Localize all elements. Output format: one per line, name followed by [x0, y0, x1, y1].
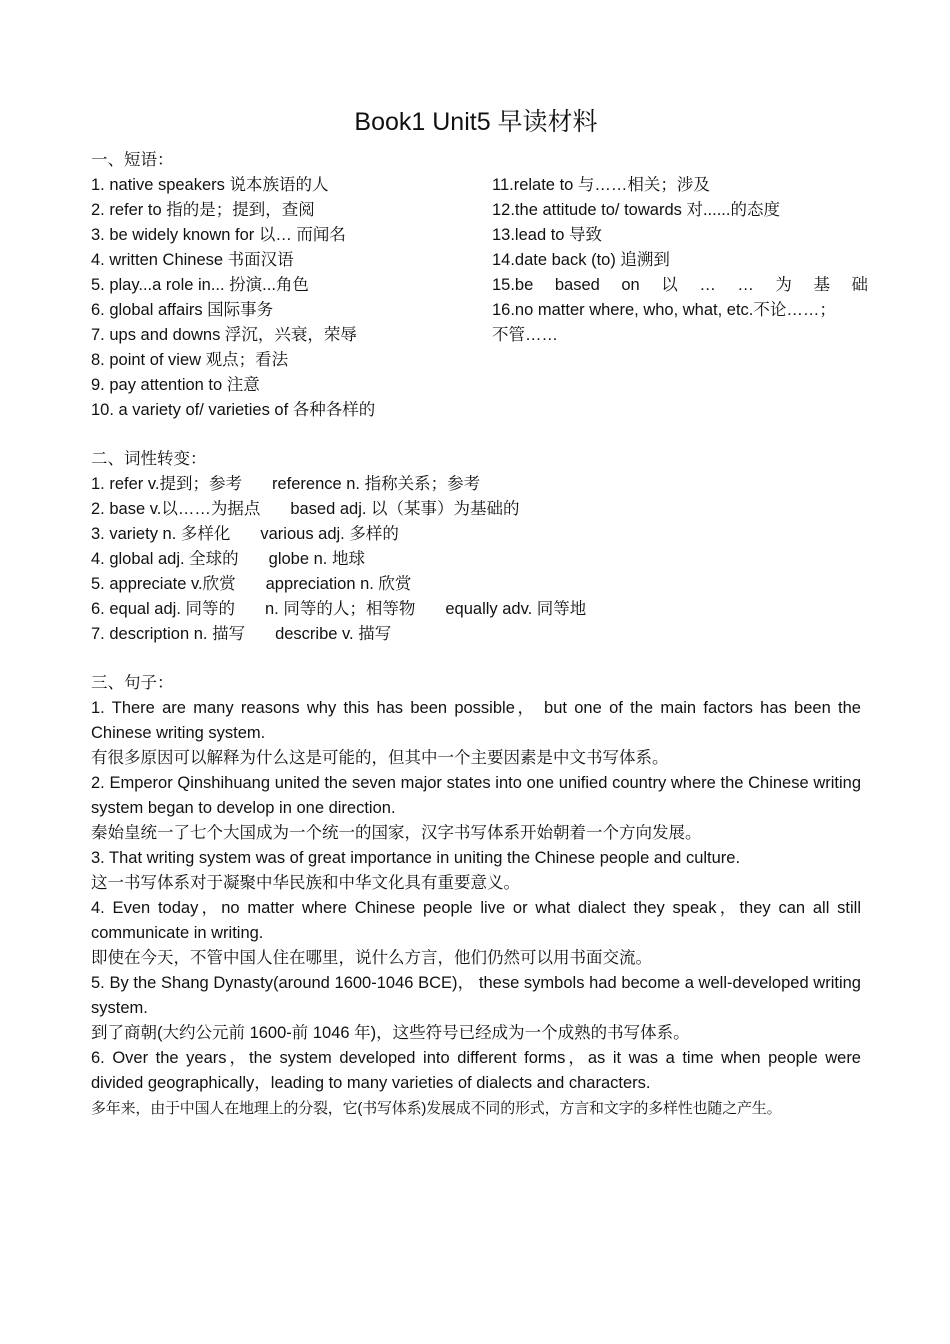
- phrase-item-justified: 15.be based on 以 … … 为 基 础: [492, 276, 868, 294]
- word-form-row: 5. appreciate v.欣赏 appreciation n. 欣赏: [91, 575, 412, 593]
- phrase-item: 13.lead to 导致: [492, 226, 603, 244]
- sentence-chinese: 多年来，由于中国人在地理上的分裂，它(书写体系)发展成不同的形式，方言和文字的多样性也随之产生。: [91, 1100, 782, 1117]
- sentence-chinese: 即使在今天，不管中国人住在哪里，说什么方言，他们仍然可以用书面交流。: [91, 949, 652, 967]
- phrase-item: 14.date back (to) 追溯到: [492, 251, 670, 269]
- sentence-chinese: 有很多原因可以解释为什么这是可能的，但其中一个主要因素是中文书写体系。: [91, 749, 669, 767]
- phrase-item: 1. native speakers 说本族语的人: [91, 176, 329, 194]
- section-heading: 三、句子：: [91, 674, 174, 692]
- phrase-item: 3. be widely known for 以… 而闻名: [91, 226, 346, 244]
- sentence-chinese: 这一书写体系对于凝聚中华民族和中华文化具有重要意义。: [91, 874, 520, 892]
- word-form-row: 2. base v.以……为据点 based adj. 以（某事）为基础的: [91, 500, 520, 518]
- phrases-section: [91, 148, 868, 419]
- phrase-item: 16.no matter where, who, what, etc.不论……；: [492, 301, 836, 319]
- sentence-english: 4. Even today，no matter where Chinese people live or what dialect they speak，they can all still communicate in writing.: [91, 899, 861, 942]
- phrase-item: 2. refer to 指的是；提到，查阅: [91, 201, 315, 219]
- word-form-row: 6. equal adj. 同等的 n. 同等的人；相等物 equally adv. 同等地: [91, 600, 587, 618]
- word-form-row: 3. variety n. 多样化 various adj. 多样的: [91, 525, 399, 543]
- phrase-item: 5. play...a role in... 扮演...角色: [91, 276, 309, 294]
- phrase-item-continuation: 不管……: [492, 326, 558, 344]
- phrase-item: 4. written Chinese 书面汉语: [91, 251, 294, 269]
- page-title: Book1 Unit5 早读材料: [354, 108, 598, 136]
- phrase-item: 11.relate to 与……相关；涉及: [492, 176, 710, 194]
- sentence-english: 2. Emperor Qinshihuang united the seven major states into one unified country where the Chinese writing system began to develop in one direction.: [91, 774, 861, 817]
- phrase-item: 8. point of view 观点；看法: [91, 351, 289, 369]
- word-forms-section: [91, 447, 861, 647]
- section-heading: 二、词性转变：: [91, 450, 207, 468]
- phrase-item: 12.the attitude to/ towards 对......的态度: [492, 201, 780, 219]
- sentence-english: 6. Over the years，the system developed into different forms，as it was a time when people were divided geographically，leading to many varieties of dialects and characters.: [91, 1049, 861, 1092]
- phrase-item: 9. pay attention to 注意: [91, 376, 260, 394]
- sentence-english: 5. By the Shang Dynasty(around 1600-1046 BCE)， these symbols had become a well-developed writing system.: [91, 974, 861, 1017]
- phrases-right-column: [492, 173, 872, 348]
- phrases-left-column: [91, 173, 486, 423]
- sentence-chinese: 到了商朝(大约公元前 1600-前 1046 年)，这些符号已经成为一个成熟的书写体系。: [91, 1024, 690, 1042]
- sentences-section: [91, 671, 861, 1121]
- sentence-chinese: 秦始皇统一了七个大国成为一个统一的国家，汉字书写体系开始朝着一个方向发展。: [91, 824, 702, 842]
- phrase-item: 6. global affairs 国际事务: [91, 301, 274, 319]
- sentence-english: 1. There are many reasons why this has been possible， but one of the main factors has been the Chinese writing system.: [91, 699, 861, 742]
- sentence-english: 3. That writing system was of great importance in uniting the Chinese people and culture.: [91, 849, 741, 867]
- word-form-row: 1. refer v.提到；参考 reference n. 指称关系；参考: [91, 475, 481, 493]
- section-heading: 一、短语：: [91, 151, 174, 169]
- word-form-row: 7. description n. 描写 describe v. 描写: [91, 625, 392, 643]
- phrase-item: 10. a variety of/ varieties of 各种各样的: [91, 401, 376, 419]
- phrase-item: 7. ups and downs 浮沉，兴衰，荣辱: [91, 326, 357, 344]
- word-form-row: 4. global adj. 全球的 globe n. 地球: [91, 550, 365, 568]
